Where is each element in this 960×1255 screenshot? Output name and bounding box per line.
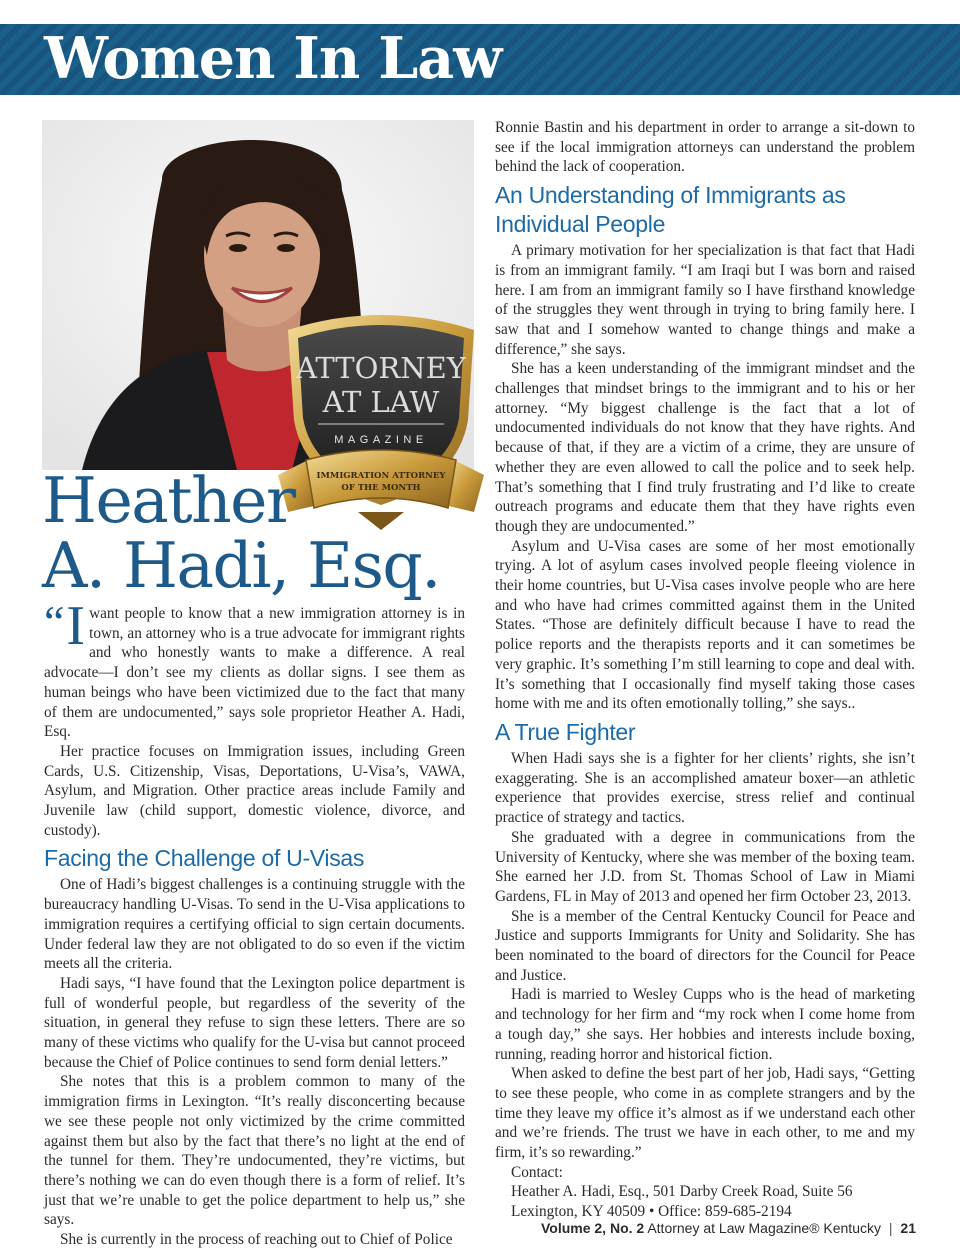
page-footer xyxy=(541,1220,916,1236)
badge-ribbon2: OF THE MONTH xyxy=(341,483,421,493)
intro-drop-cap: I xyxy=(66,595,86,657)
right-paragraph-5: She graduated with a degree in communications from the University of Kentucky, where she was member of the boxing team. She earned her J.D. from St. Thomas School of Law in Miami Gardens, FL in May of 2013 and opened her firm October 23, 2013. xyxy=(495,828,915,905)
contact-address: Heather A. Hadi, Esq., 501 Darby Creek Road, Suite 56 xyxy=(511,1183,853,1201)
heading-fighter: A True Fighter xyxy=(495,718,636,745)
right-paragraph-1: A primary motivation for her specialization is that fact that Hadi is from an immigrant family. “I am Iraqi but I was born and raised here. I am from an immigrant family so I have firsthand knowledge of the struggles they went through in trying to bring family here. I saw that and I somehow wanted to change things and make a difference,” she says. xyxy=(495,242,915,358)
left-paragraph-4: Hadi says, “I have found that the Lexington police department is full of wonderful people, but regardless of the severity of the situation, in general they refuse to sign these letters. There are so many of these victims who qualify for the U-visa but cannot proceed because the Chief of Police continues to send form denial letters.” xyxy=(44,974,465,1071)
contact-block xyxy=(495,1163,915,1222)
left-column xyxy=(44,595,465,1250)
intro-paragraph: “ I want people to know that a new immigration attorney is in town, an attorney who is a true advocate for immigrant rights and who honestly wants to make a difference. A real advocate—I don’t see my clients as dollar signs. I see them as human beings who have been victimized due to the fact that many of them are undocumented,” says sole proprietor Heather A. Hadi, Esq. xyxy=(44,595,465,741)
right-paragraph-4: When Hadi says she is a fighter for her clients’ rights, she isn’t exaggerating. She is an accomplished amateur boxer—an athletic experience that provides exercise, stress relief and continual practice of strategy and tactics. xyxy=(495,749,915,827)
right-paragraph-6: She is a member of the Central Kentucky Council for Peace and Justice and supports Immigrants for Unity and Solidarity. She has been nominated to the board of directors for the Council for Peace and Justice. xyxy=(495,907,915,984)
right-paragraph-0: Ronnie Bastin and his department in order to arrange a sit-down to see if the local immigration attorneys can understand the problem behind the lack of cooperation. xyxy=(495,119,915,176)
badge-line3: MAGAZINE xyxy=(334,434,428,446)
right-paragraph-7: Hadi is married to Wesley Cupps who is the head of marketing and technology for her firm and “my rock when I come home from a tough day,” she says. Her hobbies and interests include boxing, running, reading horror and historical fiction. xyxy=(495,986,915,1063)
right-paragraph-3: Asylum and U-Visa cases are some of her most emotionally trying. A lot of asylum cases involved people fleeing violence in their home countries, but U-Visa cases involve people who are here and who have had crimes committed against them in the United States. “Those are definitely difficult because I have to read the police reports and the therapists reports and it can sometimes be very graphic. It’s something I’m still learning to cope and deal with. It’s something that I occasionally find myself taking those cases home with me and its often emotionally tolling,” she says.. xyxy=(495,537,915,713)
section-header-banner xyxy=(0,24,960,95)
left-paragraph-5: She notes that this is a problem common to many of the immigration firms in Lexington. “It’s really disconcerting because we see these people not only victimized by the crime committed against them but also by the fact that there’s no light at the end of the tunnel for them. They’re undocumented, they’re victims, but there’s nothing we can do even though there is a form of relief. It’s just that we’re unable to get the police department to help us,” she says. xyxy=(44,1073,465,1229)
attorney-name xyxy=(42,464,440,602)
badge-line2: AT LAW xyxy=(322,385,440,419)
name-line1: Heather xyxy=(42,464,295,537)
contact-city-phone: Lexington, KY 40509 • Office: 859-685-2194 xyxy=(511,1203,792,1221)
right-paragraph-8: When asked to define the best part of her job, Hadi says, “Getting to see these people, who come in as complete strangers and by the time they leave my office it’s almost as if we understand each other and we’re friends. The trust we have in each other, to me and my firm, it’s so rewarding.” xyxy=(495,1065,915,1162)
left-paragraph-6: She is currently in the process of reaching out to Chief of Police xyxy=(60,1231,453,1249)
heading-understanding: An Understanding of Immigrants as Individual People xyxy=(495,182,846,238)
right-paragraph-2: She has a keen understanding of the immigrant mindset and the challenges that mindset brings to the immigrant and to his or her attorney. “My biggest challenge is the fact that a lot of undocumented individuals do not know that they have rights. And because of that, if they are a victim of a crime, they are unsure of whether they are even allowed to call the police and to seek help. That’s something that I find truly frustrating and I’d like to create outreach programs and educate them that they have rights even though they are undocumented.” xyxy=(495,360,915,535)
section-title: Women In Law xyxy=(44,25,502,92)
footer-publication: Attorney at Law Magazine® Kentucky xyxy=(647,1220,881,1236)
intro-quote-mark: “ xyxy=(44,596,65,647)
left-paragraph-3: One of Hadi’s biggest challenges is a continuing struggle with the bureaucracy handling U-Visas. To send in the U-Visa applications to immigration requires a certifying official to sign certain documents. Under federal law they are not obligated to do so even if the victim meets all the criteria. xyxy=(44,876,465,973)
right-column xyxy=(495,118,915,1222)
heading-u-visas: Facing the Challenge of U-Visas xyxy=(44,845,365,872)
name-line2: A. Hadi, Esq. xyxy=(42,529,440,602)
page-number: 21 xyxy=(900,1220,916,1236)
badge-line1: ATTORNEY xyxy=(296,351,466,385)
footer-volume: Volume 2, No. 2 xyxy=(540,1220,645,1236)
badge-ribbon1: IMMIGRATION ATTORNEY xyxy=(316,471,446,481)
contact-label: Contact: xyxy=(511,1163,563,1181)
footer-separator: | xyxy=(888,1220,893,1236)
practice-paragraph: Her practice focuses on Immigration issues, including Green Cards, U.S. Citizenship, Visas, Deportations, U-Visa’s, VAWA, Asylum, and Migration. Other practice areas include Family and Juvenile law (child support, domestic violence, divorce, and custody). xyxy=(44,742,465,839)
